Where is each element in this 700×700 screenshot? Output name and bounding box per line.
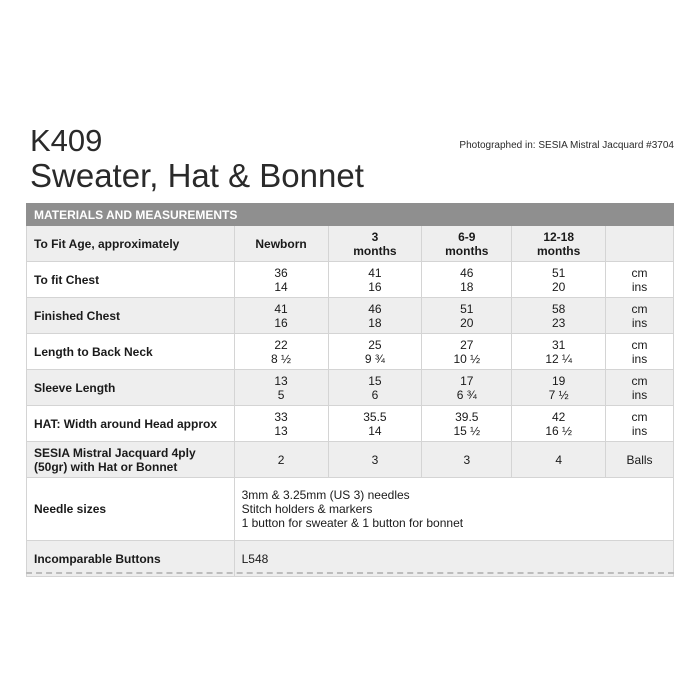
- unit-header: [606, 226, 674, 262]
- table-row: [27, 334, 674, 370]
- value-cell: 41 16: [234, 298, 328, 334]
- value-cell: 2: [234, 442, 328, 478]
- unit-cell: cm ins: [606, 262, 674, 298]
- value-cell: 35.5 14: [328, 406, 422, 442]
- unit-cell: Balls: [606, 442, 674, 478]
- value-cell: 46 18: [328, 298, 422, 334]
- photographed-in-note: Photographed in: SESIA Mistral Jacquard #3704: [459, 140, 674, 151]
- row-label: Sleeve Length: [27, 370, 235, 406]
- value-cell: 4: [512, 442, 606, 478]
- value-cell: 15 6: [328, 370, 422, 406]
- pattern-code: K409: [30, 123, 103, 158]
- unit-cell: cm ins: [606, 334, 674, 370]
- section-title: MATERIALS AND MEASUREMENTS: [27, 204, 674, 226]
- value-cell: 27 10 ½: [422, 334, 512, 370]
- value-cell: 42 16 ½: [512, 406, 606, 442]
- row-label: Length to Back Neck: [27, 334, 235, 370]
- value-cell: 13 5: [234, 370, 328, 406]
- value-cell: 3: [422, 442, 512, 478]
- unit-cell: cm ins: [606, 406, 674, 442]
- section-header-row: [27, 204, 674, 226]
- needle-details: 3mm & 3.25mm (US 3) needles Stitch holders & markers 1 button for sweater & 1 button for bonnet: [234, 478, 673, 541]
- age-row: [27, 226, 674, 262]
- value-cell: 22 8 ½: [234, 334, 328, 370]
- value-cell: 41 16: [328, 262, 422, 298]
- size-header: 12-18 months: [512, 226, 606, 262]
- age-label: To Fit Age, approximately: [27, 226, 235, 262]
- row-label: Incomparable Buttons: [27, 541, 235, 577]
- table-row: [27, 406, 674, 442]
- table-row: [27, 262, 674, 298]
- size-header: Newborn: [234, 226, 328, 262]
- value-cell: 39.5 15 ½: [422, 406, 512, 442]
- unit-cell: cm ins: [606, 298, 674, 334]
- value-cell: 33 13: [234, 406, 328, 442]
- table-row: [27, 478, 674, 541]
- value-cell: 3: [328, 442, 422, 478]
- row-label: To fit Chest: [27, 262, 235, 298]
- row-label: HAT: Width around Head approx: [27, 406, 235, 442]
- value-cell: 36 14: [234, 262, 328, 298]
- pattern-title: Sweater, Hat & Bonnet: [30, 157, 364, 194]
- value-cell: 51 20: [422, 298, 512, 334]
- row-label: SESIA Mistral Jacquard 4ply (50gr) with Hat or Bonnet: [27, 442, 235, 478]
- value-cell: 25 9 ¾: [328, 334, 422, 370]
- value-cell: 17 6 ¾: [422, 370, 512, 406]
- row-label: Needle sizes: [27, 478, 235, 541]
- materials-table: [26, 203, 674, 577]
- size-header: 6-9 months: [422, 226, 512, 262]
- table-row: [27, 298, 674, 334]
- table-row: [27, 442, 674, 478]
- cropped-text-line: [26, 572, 674, 575]
- size-header: 3 months: [328, 226, 422, 262]
- value-cell: 58 23: [512, 298, 606, 334]
- value-cell: 46 18: [422, 262, 512, 298]
- row-label: Finished Chest: [27, 298, 235, 334]
- value-cell: 19 7 ½: [512, 370, 606, 406]
- unit-cell: cm ins: [606, 370, 674, 406]
- table-row: [27, 370, 674, 406]
- value-cell: 51 20: [512, 262, 606, 298]
- buttons-value: L548: [234, 541, 673, 577]
- value-cell: 31 12 ¼: [512, 334, 606, 370]
